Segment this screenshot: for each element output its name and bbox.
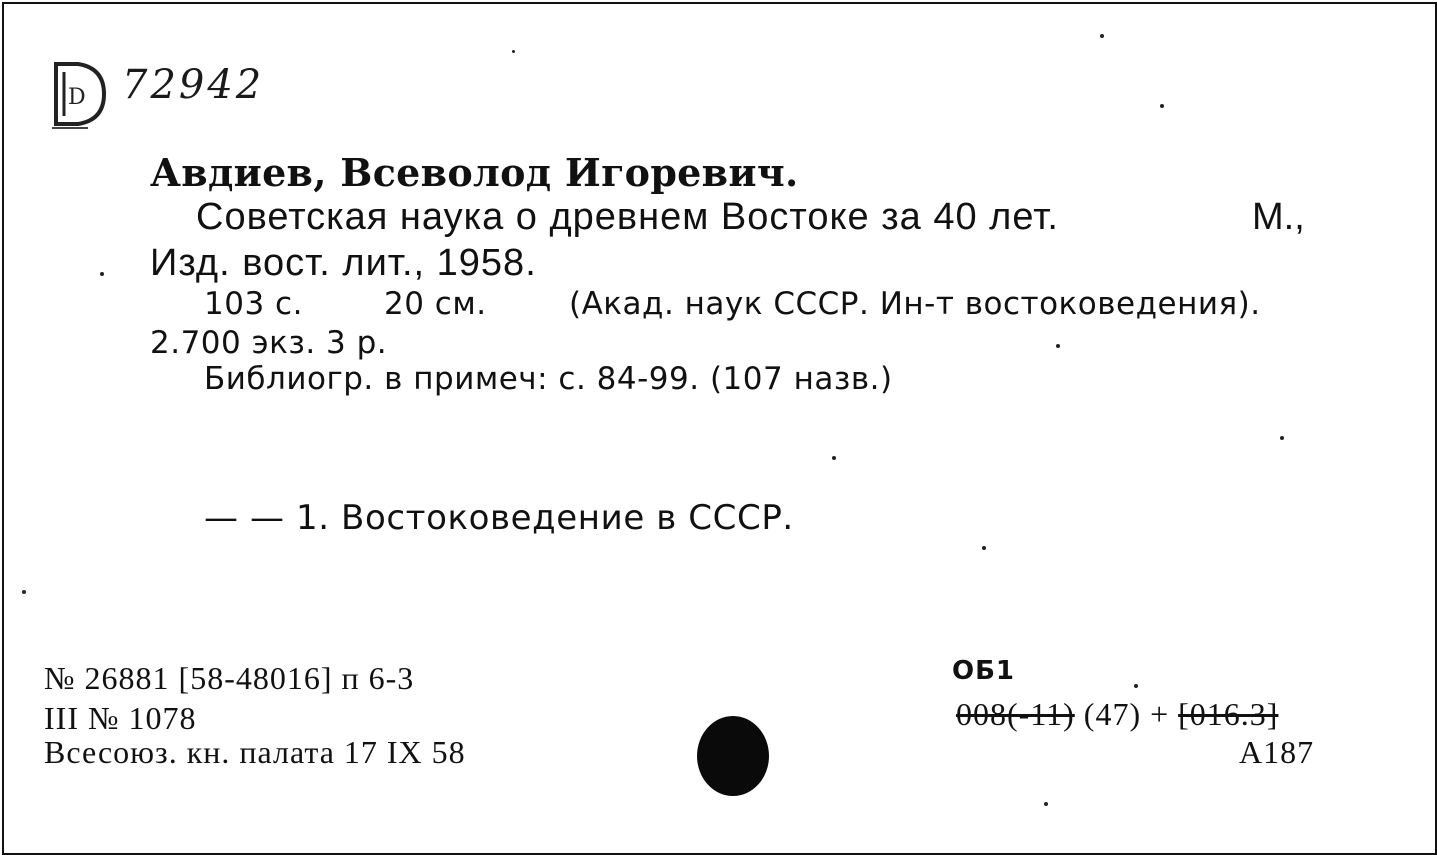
ink-speck xyxy=(832,456,836,460)
shelf-mark: А187 xyxy=(1239,734,1315,770)
struck-bracket-code: [016.3] xyxy=(1178,696,1279,732)
registration-number: № 26881 [58-48016] п 6-3 xyxy=(44,660,415,696)
ink-speck xyxy=(512,50,515,53)
classification-code-top: ОБ1 xyxy=(952,656,1016,686)
bibliography-note: Библиогр. в примеч: с. 84-99. (107 назв.) xyxy=(204,361,893,397)
classification-line xyxy=(956,696,1278,733)
subject-heading: — — 1. Востоковедение в СССР. xyxy=(204,498,794,538)
book-title: Советская наука о древнем Востоке за 40 лет. xyxy=(196,196,1059,238)
order-number: III № 1078 xyxy=(44,700,197,736)
book-size: 20 см. xyxy=(384,286,487,322)
ink-speck xyxy=(1100,34,1104,38)
ink-speck xyxy=(1056,344,1060,348)
series-note: (Акад. наук СССР. Ин-т востоковедения). xyxy=(569,286,1261,322)
ink-speck xyxy=(1044,802,1048,806)
book-chamber-date: Всесоюз. кн. палата 17 IX 58 xyxy=(44,734,466,770)
classification-middle: (47) + xyxy=(1083,696,1179,732)
catalog-card xyxy=(2,2,1437,855)
author-heading: Авдиев, Всеволод Игоревич. xyxy=(150,150,799,195)
ink-speck xyxy=(1134,684,1138,688)
page-count: 103 с. xyxy=(204,286,303,322)
punch-hole xyxy=(697,716,769,796)
handwritten-call-number: 72942 xyxy=(122,62,265,108)
ink-speck xyxy=(1160,104,1164,108)
ink-speck xyxy=(1280,436,1284,440)
publisher-imprint: Изд. вост. лит., 1958. xyxy=(150,242,537,284)
ink-speck xyxy=(100,272,104,276)
library-stamp-icon xyxy=(48,58,110,130)
ink-speck xyxy=(982,546,986,550)
svg-text:D: D xyxy=(68,85,86,110)
edition-note: 2.700 экз. 3 р. xyxy=(150,325,388,361)
struck-code: 008(-11) xyxy=(956,696,1075,732)
ink-speck xyxy=(22,590,26,594)
publication-place: М., xyxy=(1252,196,1305,238)
